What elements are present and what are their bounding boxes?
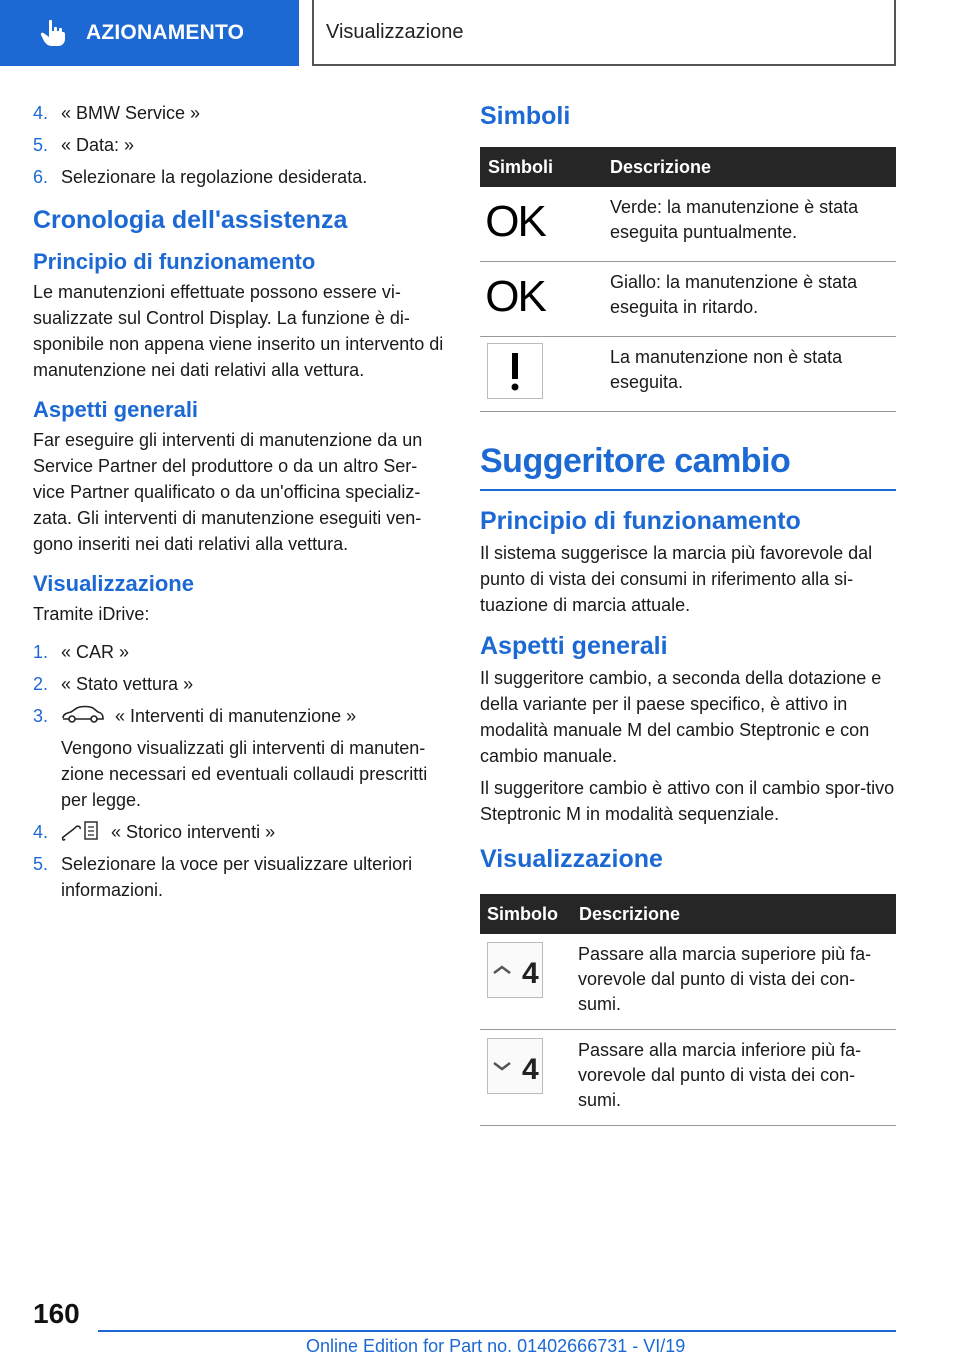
edition-text: Online Edition for Part no. 01402666731 - VI/19 [306, 1336, 686, 1356]
heading-simboli: Simboli [480, 102, 571, 130]
list-text: Selezionare la regolazione desiderata. [61, 167, 368, 187]
ok-yellow-icon: OK [485, 271, 545, 321]
table-cell-description: Passare alla marcia inferiore più fa-vorevole dal punto di vista dei con-sumi. [572, 1030, 896, 1126]
step-text: « Interventi di manutenzione » [115, 706, 357, 726]
table-row [480, 187, 896, 262]
heading-visualizzazione: Visualizzazione [33, 571, 194, 596]
heading-principio: Principio di funzionamento [33, 249, 316, 274]
step-text: « Stato vettura » [61, 674, 194, 694]
paragraph-tramite: Tramite iDrive: [33, 604, 150, 624]
heading-aspetti: Aspetti generali [33, 397, 199, 422]
step-text: « Storico interventi » [111, 822, 276, 842]
paragraph-aspetti-2: Il suggeritore cambio è attivo con il cambio spor-tivo Steptronic M in modalità sequenziale. [480, 778, 895, 824]
list-number: 3. [33, 706, 49, 726]
list-item [33, 100, 448, 126]
step-item [33, 819, 448, 845]
list-item [33, 132, 448, 158]
page-header [0, 0, 960, 66]
list-number: 4. [33, 103, 49, 123]
symbols-table [480, 147, 896, 412]
hand-pointer-icon [40, 19, 66, 47]
table-cell-description: Giallo: la manutenzione è stata eseguita in ritardo. [602, 262, 896, 337]
table-row [480, 262, 896, 337]
list-number: 2. [33, 674, 49, 694]
step-content [61, 819, 448, 845]
list-item [33, 164, 448, 190]
table-header-simboli: Simboli [480, 147, 602, 187]
paragraph-aspetti: Far eseguire gli interventi di manutenzione da un Service Partner del produttore o da un altro Ser-vice Partner qualificato o da un'officina specializ-zata. Gli interventi di manutenzione eseguiti ven-gono inseriti nei dati relativi alla vettura. [33, 430, 423, 554]
heading-suggeritore: Suggeritore cambio [480, 442, 896, 491]
footer-divider [98, 1330, 896, 1332]
list-number: 5. [33, 854, 49, 874]
step-content [61, 703, 448, 729]
table-header-descrizione: Descrizione [572, 894, 896, 934]
section-label: AZIONAMENTO [86, 21, 245, 44]
table-row [480, 337, 896, 412]
step-text: Selezionare la voce per visualizzare ulteriori informazioni. [61, 854, 413, 900]
gear-number: 4 [522, 957, 539, 990]
paragraph-principio: Il sistema suggerisce la marcia più favorevole dal punto di vista dei consumi in riferimento alla si-tuazione di marcia attuale. [480, 543, 873, 615]
gear-table [480, 894, 896, 1126]
paragraph-principio: Le manutenzioni effettuate possono essere vi-sualizzate sul Control Display. La funzione è di-sponibile non appena viene inserito un intervento di manutenzione nei dati relativi alla vettura. [33, 282, 444, 380]
gear-up-icon [487, 942, 543, 998]
step-item [33, 671, 448, 697]
step-note: Vengono visualizzati gli interventi di manuten-zione necessari ed eventuali collaudi prescritti per legge. [61, 738, 428, 810]
section-tab[interactable] [0, 0, 299, 66]
exclamation-glyph-icon [505, 349, 525, 393]
car-icon [61, 705, 105, 725]
list-text: « BMW Service » [61, 103, 201, 123]
heading-aspetti: Aspetti generali [480, 632, 668, 660]
right-column [480, 100, 896, 1126]
page-title: Visualizzazione [312, 0, 896, 66]
ok-green-icon: OK [485, 196, 545, 246]
table-row [480, 934, 896, 1030]
table-header-simbolo: Simbolo [480, 894, 572, 934]
step-item [33, 851, 448, 903]
gear-down-icon [487, 1038, 543, 1094]
table-cell-description: Passare alla marcia superiore più fa-vorevole dal punto di vista dei con-sumi. [572, 934, 896, 1030]
page-number: 160 [33, 1298, 80, 1329]
heading-visualizzazione: Visualizzazione [480, 845, 663, 873]
step-text: « CAR » [61, 642, 130, 662]
list-text: « Data: » [61, 135, 135, 155]
table-header-descrizione: Descrizione [602, 147, 896, 187]
heading-principio: Principio di funzionamento [480, 507, 801, 535]
service-history-icon [61, 820, 101, 842]
step-item [33, 703, 448, 729]
gear-up-glyph-icon [488, 943, 542, 997]
table-cell-description: Verde: la manutenzione è stata eseguita puntualmente. [602, 187, 896, 262]
left-column [33, 100, 448, 909]
gear-down-glyph-icon [488, 1039, 542, 1093]
table-cell-description: La manutenzione non è stata eseguita. [602, 337, 896, 412]
gear-number: 4 [522, 1053, 539, 1086]
list-number: 5. [33, 135, 49, 155]
list-number: 4. [33, 822, 49, 842]
heading-cronologia: Cronologia dell'assistenza [33, 206, 348, 234]
step-item [33, 639, 448, 665]
paragraph-aspetti-1: Il suggeritore cambio, a seconda della dotazione e della variante per il paese specifico, è attivo in modalità manuale M del cambio Steptronic e con cambio manuale. [480, 668, 882, 766]
list-number: 1. [33, 642, 49, 662]
exclamation-icon [487, 343, 543, 399]
list-number: 6. [33, 167, 49, 187]
table-row [480, 1030, 896, 1126]
